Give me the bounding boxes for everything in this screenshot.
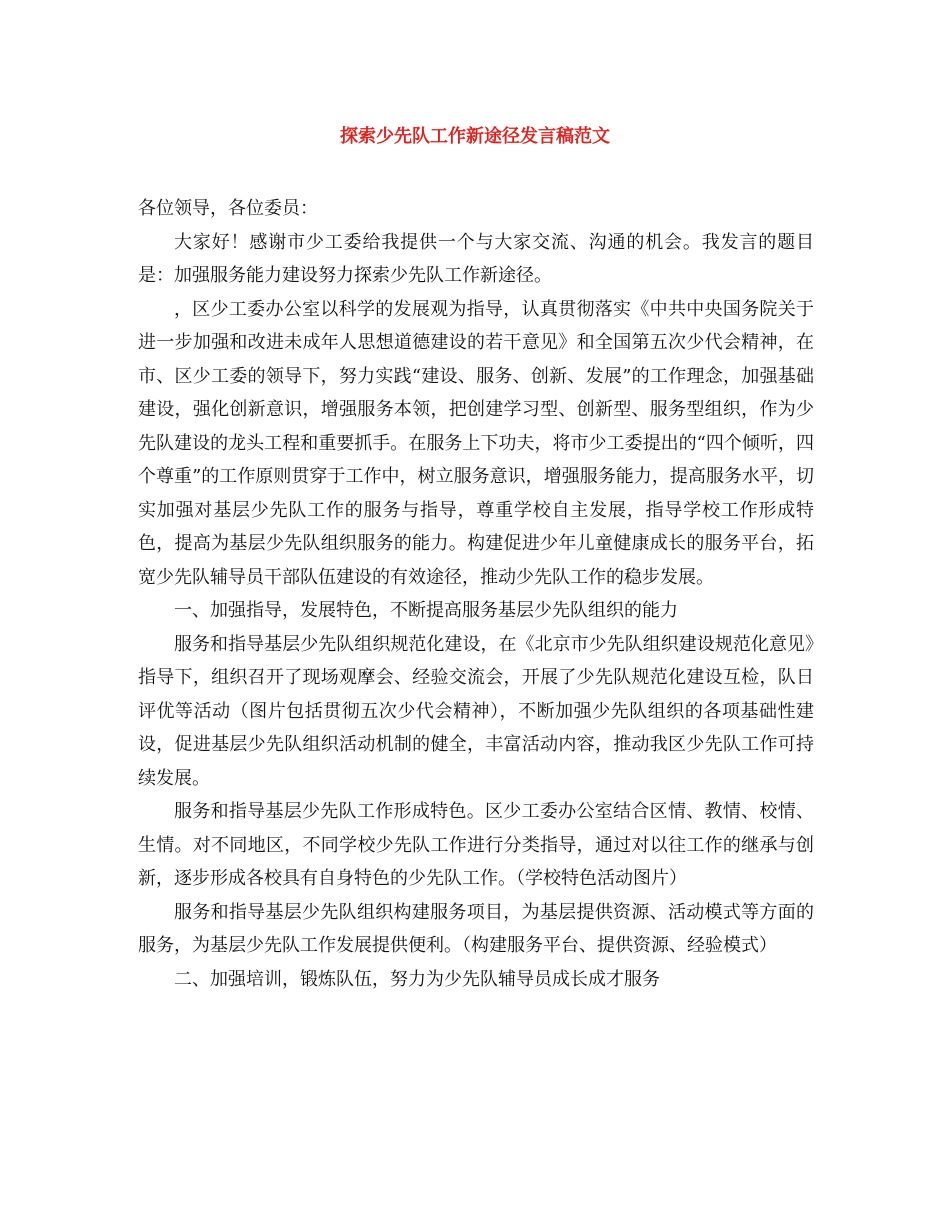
greeting-paragraph: 大家好！感谢市少工委给我提供一个与大家交流、沟通的机会。我发言的题目是：加强服务能力建设努力探索少先队工作新途径。 [138,231,814,286]
overview-paragraph: ，区少工委办公室以科学的发展观为指导，认真贯彻落实《中共中央国务院关于进一步加强和改进未成年人思想道德建设的若干意见》和全国第五次少代会精神，在市、区少工委的领导下，努力实践“建设、服务、创新、发展”的工作理念，加强基础建设，强化创新意识，增强服务本领，把创建学习型、创新型、服务型组织，作为少先队建设的龙头工程和重要抓手。在服务上下功夫，将市少工委提出的“四个倾听，四个尊重”的工作原则贯穿于工作中，树立服务意识，增强服务能力，提高服务水平，切实加强对基层少先队工作的服务与指导，尊重学校自主发展，指导学校工作形成特色，提高为基层少先队组织服务的能力。构建促进少年儿童健康成长的服务平台，拓宽少先队辅导员干部队伍建设的有效途径，推动少先队工作的稳步发展。 [138,298,814,588]
document-body [138,192,814,996]
document-title: 探索少先队工作新途径发言稿范文 [340,126,610,147]
body-paragraph: 服务和指导基层少先队组织规范化建设，在《北京市少先队组织建设规范化意见》指导下，组织召开了现场观摩会、经验交流会，开展了少先队规范化建设互检，队日评优等活动（图片包括贯彻五次少代会精神），不断加强少先队组织的各项基础性建设，促进基层少先队组织活动机制的健全，丰富活动内容，推动我区少先队工作可持续发展。 [138,633,814,789]
section-heading-2: 二、加强培训，锻炼队伍，努力为少先队辅导员成长成才服务 [174,968,660,990]
body-paragraph: 服务和指导基层少先队工作形成特色。区少工委办公室结合区情、教情、校情、生情。对不同地区，不同学校少先队工作进行分类指导，通过对以往工作的继承与创新，逐步形成各校具有自身特色的少先队工作。（学校特色活动图片） [138,801,814,889]
body-paragraph: 服务和指导基层少先队组织构建服务项目，为基层提供资源、活动模式等方面的服务，为基层少先队工作发展提供便利。（构建服务平台、提供资源、经验模式） [138,901,814,956]
section-heading-1: 一、加强指导，发展特色，不断提高服务基层少先队组织的能力 [174,600,678,621]
salutation-paragraph: 各位领导，各位委员： [138,198,318,219]
